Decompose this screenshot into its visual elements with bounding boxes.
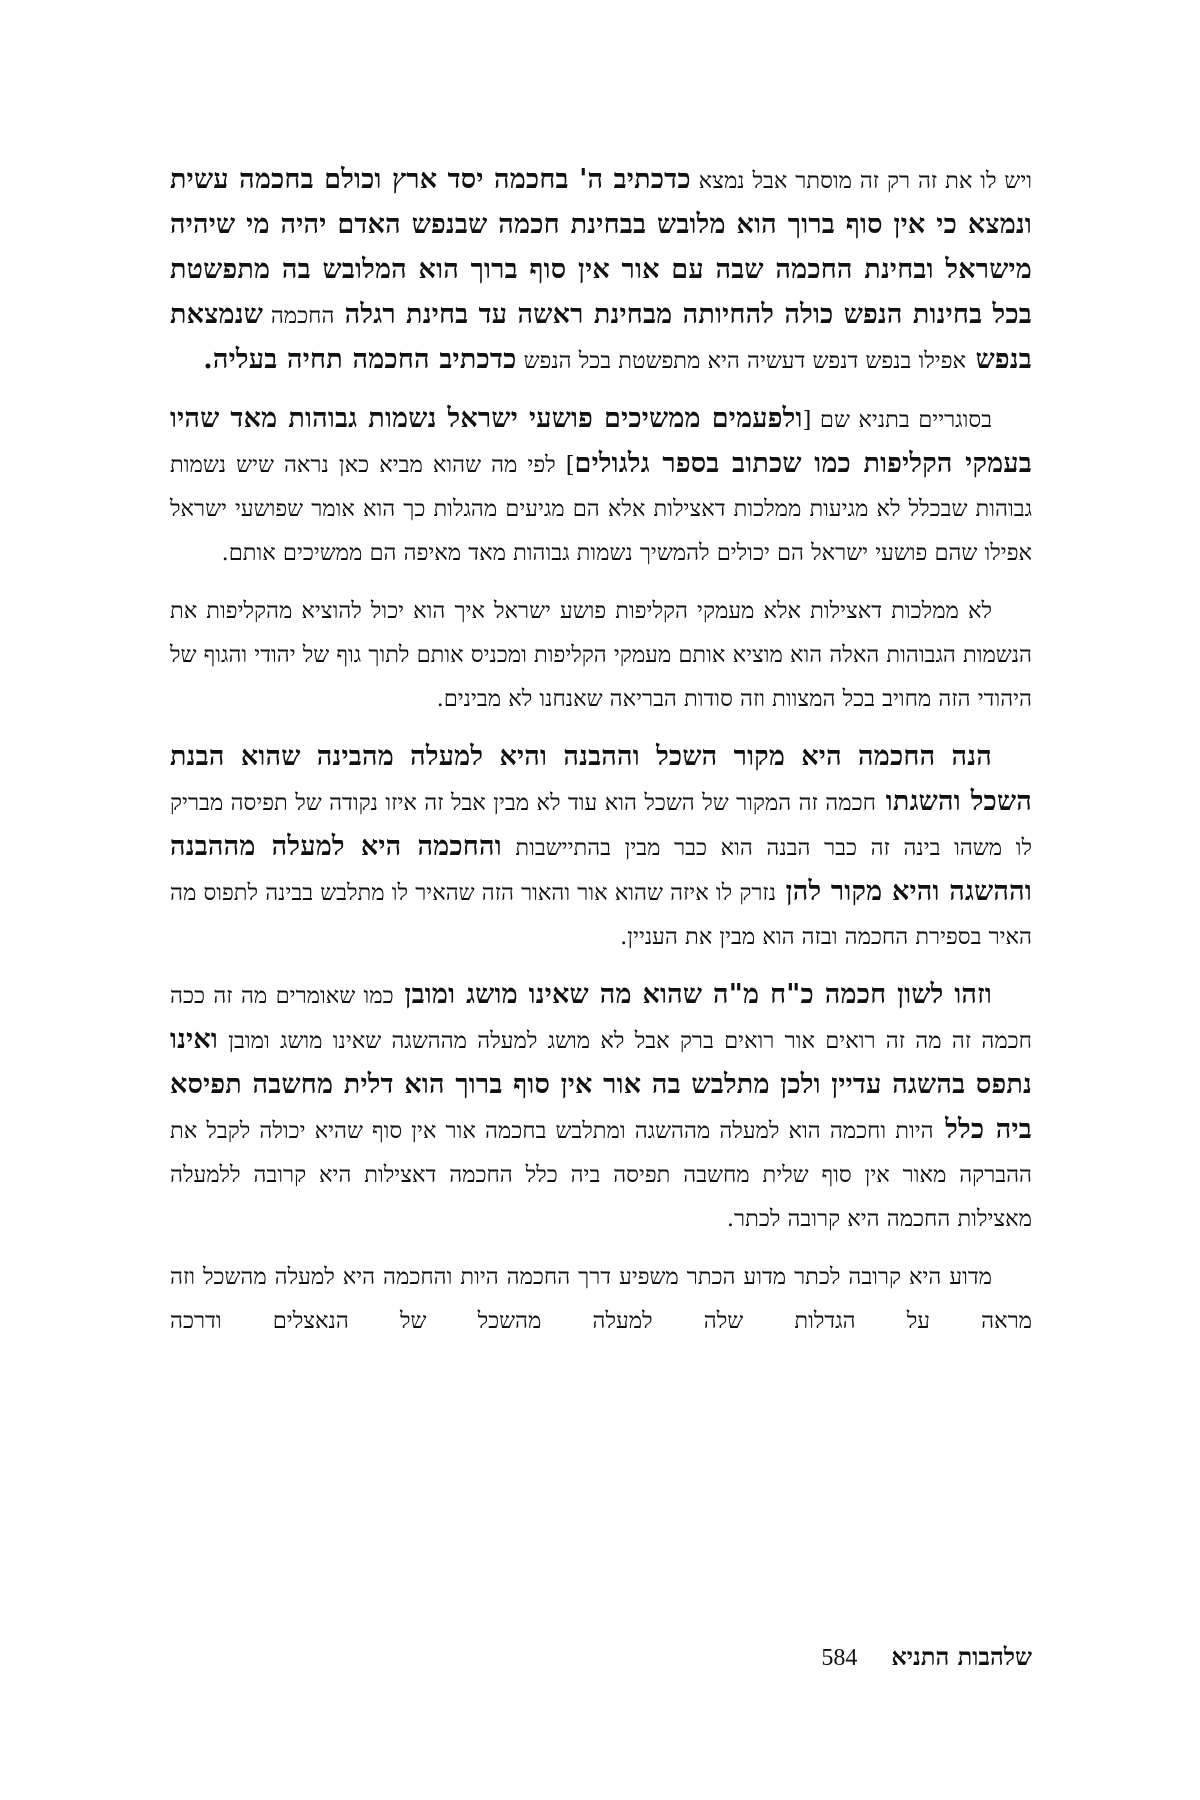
paragraph-5 — [170, 973, 1032, 1241]
text-segment: החכמה — [263, 303, 335, 329]
paragraph-3 — [170, 589, 1032, 721]
text-segment: חכמה זה המקור של השכל הוא עוד לא מבין אבל זה איזו נקודה של תפיסה מבריק לו משהו בינה זה כבר הבנה הוא כבר מבין בהתיישבות — [170, 790, 1032, 861]
text-segment-bold: ולפעמים ממשיכים פושעי ישראל נשמות גבוהות מאד שהיו בעמקי הקליפות כמו שכתוב בספר גלגולים — [170, 403, 1032, 479]
text-segment: נזרק לו איזה שהוא אור והאור הזה שהאיר לו מתלבש בבינה לתפוס מה האיר בספירת החכמה ובזה הוא מבין את העניין. — [170, 880, 1032, 950]
text-segment: היות וחכמה הוא למעלה מההשגה ומתלבש בחכמה אור אין סוף שהיא יכולה לקבל את ההברקה מאור אין סוף שלית מחשבה תפיסה ביה כלל החכמה דאצילות היא קרובה ללמעלה מאצילות החכמה היא קרובה לכתר. — [170, 1118, 1032, 1232]
text-segment: מדוע היא קרובה לכתר מדוע הכתר משפיע דרך החכמה היות והחכמה היא למעלה מהשכל וזה מראה על הגדלות שלה למעלה מהשכל של הנאצלים ודרכה — [170, 1264, 1032, 1334]
text-segment-bold: כדכתיב החכמה תחיה בעליה. — [203, 344, 517, 375]
text-segment-bold: ואינו נתפס בהשגה עדיין ולכן מתלבש בה אור אין סוף ברוך הוא דלית מחשבה תפיסא ביה כלל — [170, 1024, 1032, 1145]
text-segment: לא ממלכות דאצילות אלא מעמקי הקליפות פושע ישראל איך הוא יכול להוציא מהקליפות את הנשמות הגבוהות האלה הוא מוציא אותם מעמקי הקליפות ומכניס אותם לתוך גוף של יהודי והגוף של היהודי הזה מחויב בכל המצוות וזה סודות הבריאה שאנחנו לא מבינים. — [170, 598, 1032, 712]
paragraph-4 — [170, 735, 1032, 959]
text-segment: אפילו בנפש דנפש דעשיה היא מתפשטת בכל הנפש — [516, 348, 966, 374]
text-segment-bold: וזהו לשון חכמה כ"ח מ"ה שהוא מה שאינו מושג ומובן — [393, 979, 993, 1010]
text-segment: כמו שאומרים מה זה ככה חכמה זה מה זה רואים אור רואים ברק אבל לא מושג למעלה מההשגה שאינו מושג ומובן — [170, 983, 1032, 1054]
page-body — [170, 158, 1032, 1357]
page-footer — [780, 1642, 1032, 1672]
paragraph-2 — [170, 397, 1032, 575]
text-segment-bold: הנה החכמה היא מקור השכל וההבנה והיא למעלה מהבינה שהוא הבנת השכל והשגתו — [170, 741, 1032, 817]
text-segment-bold: והחכמה היא למעלה מההבנה וההשגה והיא מקור להן — [170, 831, 1032, 907]
text-segment: בסוגריים בתניא שם [ — [802, 407, 992, 433]
paragraph-1 — [170, 158, 1032, 383]
running-footer-title: שלהבות התניא — [891, 1642, 1032, 1671]
page-number: 584 — [821, 1645, 858, 1671]
text-segment: ] לפי מה שהוא מביא כאן נראה שיש נשמות גבוהות שבכלל לא מגיעות ממלכות דאצילות אלא הם מגיעים מהגלות כך הוא אומר שפושעי ישראל אפילו שהם פושעי ישראל הם יכולים להמשיך נשמות גבוהות מאד מאיפה הם ממשיכים אותם. — [170, 452, 1032, 566]
text-segment: ויש לו את זה רק זה מוסתר אבל נמצא — [690, 168, 1032, 194]
text-segment-bold: שנמצאת בנפש — [170, 299, 1032, 375]
paragraph-6 — [170, 1255, 1032, 1343]
text-segment-bold: כדכתיב ה' בחכמה יסד ארץ וכולם בחכמה עשית ונמצא כי אין סוף ברוך הוא מלובש בבחינת חכמה שבנפש האדם יהיה מי שיהיה מישראל ובחינת החכמה שבה עם אור אין סוף ברוך הוא המלובש בה מתפשטת בכל בחינות הנפש כולה להחיותה מבחינת ראשה עד בחינת רגלה — [170, 164, 1032, 330]
